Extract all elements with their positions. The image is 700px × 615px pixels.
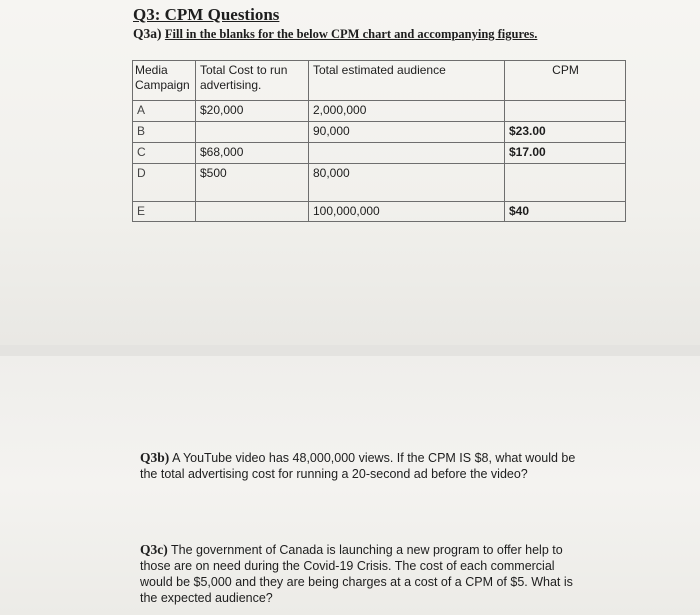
table-row bbox=[133, 164, 626, 202]
cpm-table bbox=[132, 60, 626, 222]
table-row bbox=[133, 101, 626, 122]
audience-cell: 80,000 bbox=[309, 164, 505, 202]
q3a-text: Fill in the blanks for the below CPM chart and accompanying figures. bbox=[164, 27, 538, 41]
campaign-cell: C bbox=[133, 143, 196, 164]
q3b-label: Q3b) bbox=[140, 450, 170, 465]
audience-cell: 90,000 bbox=[309, 122, 505, 143]
q3b-question bbox=[140, 450, 585, 482]
campaign-cell: D bbox=[133, 164, 196, 202]
table-row bbox=[133, 122, 626, 143]
cost-cell: $500 bbox=[196, 164, 309, 202]
cpm-cell: $23.00 bbox=[505, 122, 626, 143]
audience-cell bbox=[309, 143, 505, 164]
audience-cell: 2,000,000 bbox=[309, 101, 505, 122]
cost-cell: $20,000 bbox=[196, 101, 309, 122]
campaign-cell: A bbox=[133, 101, 196, 122]
campaign-cell: B bbox=[133, 122, 196, 143]
header-total-cost: Total Cost to run advertising. bbox=[196, 61, 309, 101]
q3a-instruction bbox=[133, 26, 537, 42]
cost-cell bbox=[196, 202, 309, 222]
header-cpm: CPM bbox=[505, 61, 626, 101]
page-title: Q3: CPM Questions bbox=[133, 5, 280, 24]
cpm-cell bbox=[505, 101, 626, 122]
q3c-question bbox=[140, 542, 585, 606]
cpm-cell: $40 bbox=[505, 202, 626, 222]
header-total-audience: Total estimated audience bbox=[309, 61, 505, 101]
audience-cell: 100,000,000 bbox=[309, 202, 505, 222]
table-header-row bbox=[133, 61, 626, 101]
cost-cell: $68,000 bbox=[196, 143, 309, 164]
cpm-cell bbox=[505, 164, 626, 202]
table-row bbox=[133, 202, 626, 222]
q3a-label: Q3a) bbox=[133, 26, 162, 41]
cost-cell bbox=[196, 122, 309, 143]
q3c-label: Q3c) bbox=[140, 542, 168, 557]
q3b-text: A YouTube video has 48,000,000 views. If the CPM IS $8, what would be the total advertising cost for running a 20-second ad before the video? bbox=[140, 451, 576, 481]
header-media-campaign: Media Campaign bbox=[133, 61, 196, 101]
q3c-text: The government of Canada is launching a new program to offer help to those are on need during the Covid-19 Crisis. The cost of each commercial would be $5,000 and they are being charges at a cost of a CPM of $5. What is the expected audience? bbox=[140, 543, 573, 605]
table-row bbox=[133, 143, 626, 164]
campaign-cell: E bbox=[133, 202, 196, 222]
cpm-cell: $17.00 bbox=[505, 143, 626, 164]
